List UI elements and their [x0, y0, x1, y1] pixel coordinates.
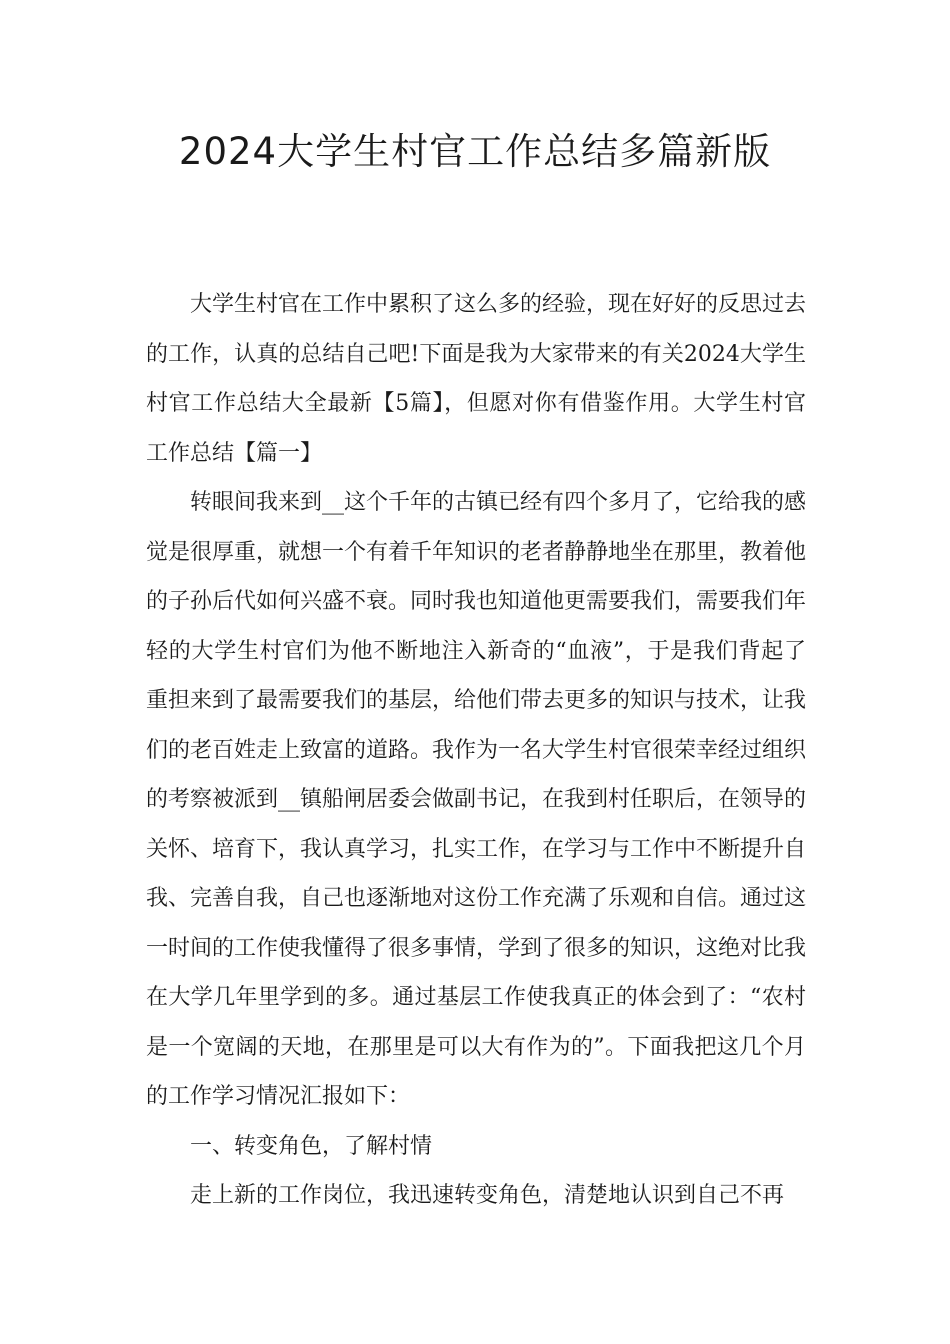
paragraph-body-2: 走上新的工作岗位，我迅速转变角色，清楚地认识到自己不再 — [190, 1183, 785, 1208]
document-title: 2024大学生村官工作总结多篇新版 — [178, 130, 772, 173]
section-heading: 一、转变角色，了解村情 — [190, 1133, 433, 1159]
document-body — [146, 280, 806, 1221]
paragraph-body-1: 转眼间我来到__这个千年的古镇已经有四个多月了，它给我的感觉是很厚重，就想一个有着千年知识的老者静静地坐在那里，教着他的子孙后代如何兴盛不衰。同时我也知道他更需要我们，需要我们年轻的大学生村官们为他不断地注入新奇的“血液”，于是我们背起了重担来到了最需要我们的基层，给他们带去更多的知识与技术，让我们的老百姓走上致富的道路。我作为一名大学生村官很荣幸经过组织的考察被派到__镇船闸居委会做副书记，在我到村任职后，在领导的关怀、培育下，我认真学习，扎实工作，在学习与工作中不断提升自我、完善自我，自己也逐渐地对这份工作充满了乐观和自信。通过这一时间的工作使我懂得了很多事情，学到了很多的知识，这绝对比我在大学几年里学到的多。通过基层工作使我真正的体会到了：“农村是一个宽阔的天地，在那里是可以大有作为的”。下面我把这几个月的工作学习情况汇报如下： — [146, 490, 807, 1109]
paragraph-intro: 大学生村官在工作中累积了这么多的经验，现在好好的反思过去的工作，认真的总结自己吧!下面是我为大家带来的有关2024大学生村官工作总结大全最新【5篇】，但愿对你有借鉴作用。大学生村官工作总结【篇一】 — [146, 292, 807, 466]
